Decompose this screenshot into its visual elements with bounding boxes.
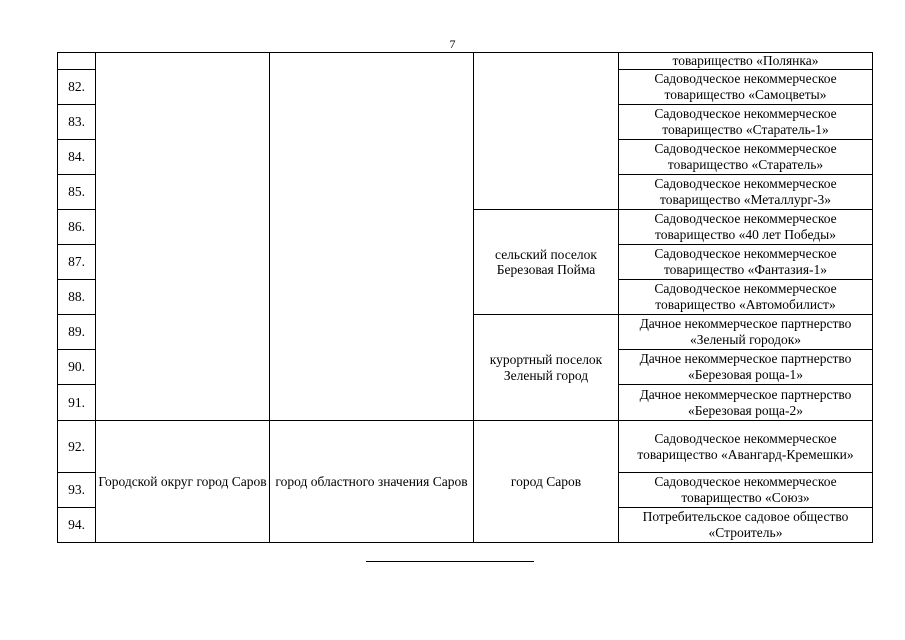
row-number: 90.	[58, 350, 96, 385]
table-row	[58, 421, 873, 473]
row-number: 82.	[58, 70, 96, 105]
organization-name: Дачное некоммерческое партнерство «Березовая роща-2»	[619, 385, 873, 421]
organization-name: Садоводческое некоммерческое товарищество «40 лет Победы»	[619, 210, 873, 245]
organization-name: Садоводческое некоммерческое товарищество «Металлург-3»	[619, 175, 873, 210]
organization-name: Потребительское садовое общество «Строитель»	[619, 508, 873, 543]
organization-name: Садоводческое некоммерческое товарищество «Старатель-1»	[619, 105, 873, 140]
row-number-cell	[58, 53, 96, 70]
settlement-name: курортный поселок Зеленый город	[474, 315, 619, 421]
page-number: 7	[449, 37, 456, 51]
district-name: Городской округ город Саров	[96, 421, 270, 543]
row-number: 92.	[58, 421, 96, 473]
row-number: 84.	[58, 140, 96, 175]
status-name: город областного значения Саров	[270, 421, 474, 543]
table-row	[58, 53, 873, 70]
row-number: 89.	[58, 315, 96, 350]
row-number: 93.	[58, 473, 96, 508]
district-cell-empty	[96, 53, 270, 421]
row-number: 91.	[58, 385, 96, 421]
organization-name: Садоводческое некоммерческое товарищество «Старатель»	[619, 140, 873, 175]
row-number: 87.	[58, 245, 96, 280]
organization-name: товарищество «Полянка»	[619, 53, 873, 70]
organization-name: Садоводческое некоммерческое товарищество «Самоцветы»	[619, 70, 873, 105]
organization-name: Дачное некоммерческое партнерство «Зеленый городок»	[619, 315, 873, 350]
status-cell-empty	[270, 53, 474, 421]
organization-name: Садоводческое некоммерческое товарищество «Союз»	[619, 473, 873, 508]
settlements-table	[57, 52, 873, 543]
footer-divider	[366, 561, 534, 562]
row-number: 88.	[58, 280, 96, 315]
organization-name: Садоводческое некоммерческое товарищество «Авангард-Кремешки»	[619, 421, 873, 473]
settlement-name: сельский поселок Березовая Пойма	[474, 210, 619, 315]
row-number: 85.	[58, 175, 96, 210]
row-number: 94.	[58, 508, 96, 543]
settlement-name: город Саров	[474, 421, 619, 543]
organization-name: Садоводческое некоммерческое товарищество «Фантазия-1»	[619, 245, 873, 280]
organization-name: Садоводческое некоммерческое товарищество «Автомобилист»	[619, 280, 873, 315]
settlement-cell-empty	[474, 53, 619, 210]
row-number: 86.	[58, 210, 96, 245]
row-number: 83.	[58, 105, 96, 140]
organization-name: Дачное некоммерческое партнерство «Березовая роща-1»	[619, 350, 873, 385]
